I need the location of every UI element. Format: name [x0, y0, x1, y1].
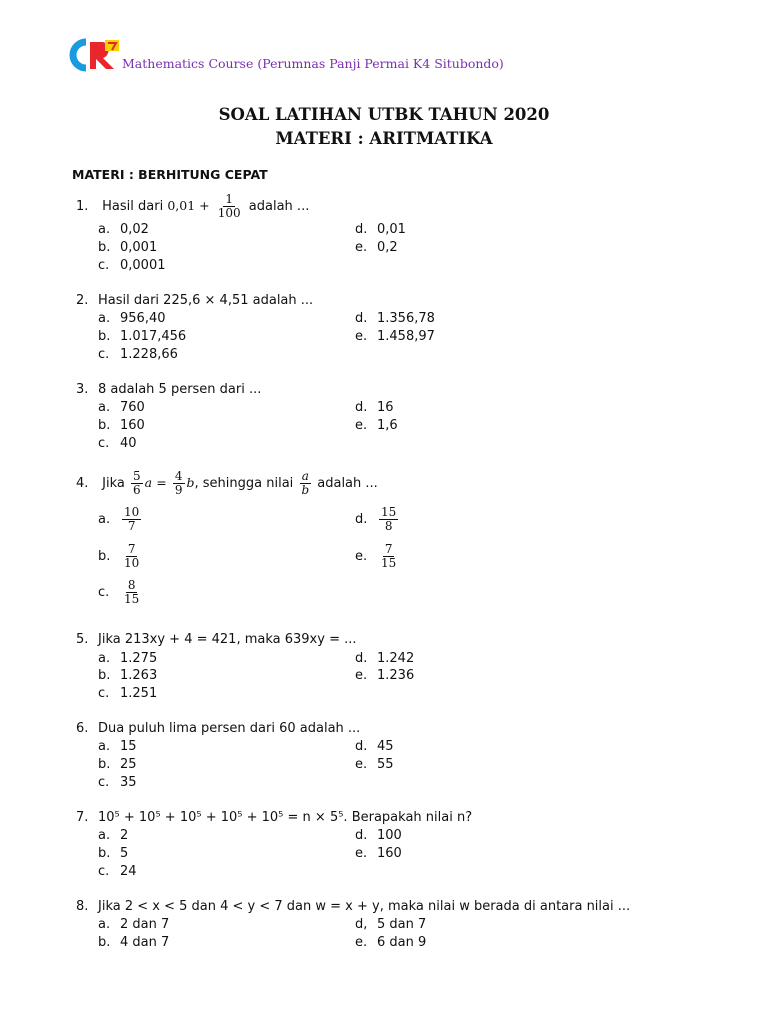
option-b: b. 1.263 [98, 668, 158, 683]
question-number: 5. [76, 632, 89, 647]
question-5 [76, 632, 357, 647]
option-c: c. 24 [98, 864, 137, 879]
section-heading: MATERI : BERHITUNG CEPAT [72, 167, 268, 182]
option-d: d. 1.242 [355, 651, 415, 666]
option-a: a. 15 [98, 739, 137, 754]
question-7 [76, 810, 472, 825]
question-number: 2. [76, 293, 89, 308]
fraction: $\frac{4}{9}$ [174, 469, 183, 497]
fraction: $\frac{5}{6}$ [133, 469, 141, 497]
option-a: a. 956,40 [98, 311, 166, 326]
option-e: e. 160 [355, 846, 402, 861]
course-name: Mathematics Course (Perumnas Panji Permai K4 Situbondo) [122, 56, 504, 71]
question-number: 3. [76, 382, 89, 397]
option-e: e. 1.458,97 [355, 329, 435, 344]
cr-logo-icon [68, 38, 126, 72]
question-8 [76, 899, 630, 914]
option-e: e. $\frac{7}{15}$ [355, 542, 397, 570]
option-b: b. 160 [98, 418, 145, 433]
option-b: b. $\frac{7}{10}$ [98, 542, 140, 570]
question-text-end: adalah ... [248, 199, 310, 214]
question-number: 1. [76, 199, 89, 214]
question-text: Hasil dari [102, 199, 164, 214]
option-d: d. 1.356,78 [355, 311, 435, 326]
equals-sign: = [156, 475, 167, 490]
option-a: a. 760 [98, 400, 145, 415]
document-subtitle: MATERI : ARITMATIKA [275, 129, 493, 148]
option-c: c. 0,0001 [98, 258, 166, 273]
question-1 [76, 193, 309, 220]
option-e: e. 55 [355, 757, 394, 772]
question-text: Hasil dari 225,6 × 4,51 adalah ... [98, 293, 314, 308]
option-d: d, 5 dan 7 [355, 917, 427, 932]
option-d: d. 45 [355, 739, 394, 754]
question-2 [76, 293, 313, 308]
question-text: Jika [102, 476, 125, 491]
question-6 [76, 721, 360, 736]
variable-b: b [186, 475, 195, 490]
option-e: e. 1.236 [355, 668, 415, 683]
option-a: a. 1.275 [98, 651, 158, 666]
document-title: SOAL LATIHAN UTBK TAHUN 2020 [218, 105, 550, 124]
math-expression: 0,01 + [167, 198, 210, 213]
question-text: 8 adalah 5 persen dari ... [98, 382, 262, 397]
question-text-end: adalah ... [317, 476, 378, 491]
option-b: b. 0,001 [98, 240, 158, 255]
option-e: e. 6 dan 9 [355, 935, 427, 950]
question-text: Dua puluh lima persen dari 60 adalah ... [98, 721, 361, 736]
question-text: Jika 2 < x < 5 dan 4 < y < 7 dan w = x + y, maka nilai w berada di antara nilai ... [98, 899, 631, 914]
page-header [68, 38, 504, 72]
option-e: e. 0,2 [355, 240, 398, 255]
question-text: Jika 213xy + 4 = 421, maka 639xy = ... [98, 632, 357, 647]
option-a: a. 2 [98, 828, 129, 843]
option-d: d. 0,01 [355, 222, 406, 237]
question-number: 4. [76, 476, 89, 491]
question-text-mid: , sehingga nilai [194, 476, 294, 491]
fraction: $\frac{a}{b}$ [301, 469, 310, 497]
option-b: b. 1.017,456 [98, 329, 187, 344]
question-number: 7. [76, 810, 89, 825]
option-d: d. 16 [355, 400, 394, 415]
option-c: c. 1.228,66 [98, 347, 178, 362]
option-d: d. $\frac{15}{8}$ [355, 505, 397, 533]
question-number: 8. [76, 899, 89, 914]
option-b: b. 5 [98, 846, 129, 861]
option-c: c. $\frac{8}{15}$ [98, 578, 140, 606]
option-d: d. 100 [355, 828, 402, 843]
option-a: a. 2 dan 7 [98, 917, 170, 932]
option-c: c. 1.251 [98, 686, 158, 701]
option-b: b. 25 [98, 757, 137, 772]
fraction: $\frac{1}{100}$ [217, 192, 241, 220]
option-c: c. 40 [98, 436, 137, 451]
option-a: a. 0,02 [98, 222, 149, 237]
option-a: a. $\frac{10}{7}$ [98, 505, 140, 533]
question-3 [76, 382, 261, 397]
variable-a: a [144, 475, 153, 490]
question-4 [76, 470, 378, 497]
question-text: 10⁵ + 10⁵ + 10⁵ + 10⁵ + 10⁵ = n × 5⁵. Berapakah nilai n? [98, 810, 473, 825]
question-number: 6. [76, 721, 89, 736]
option-b: b. 4 dan 7 [98, 935, 170, 950]
option-c: c. 35 [98, 775, 137, 790]
option-e: e. 1,6 [355, 418, 398, 433]
